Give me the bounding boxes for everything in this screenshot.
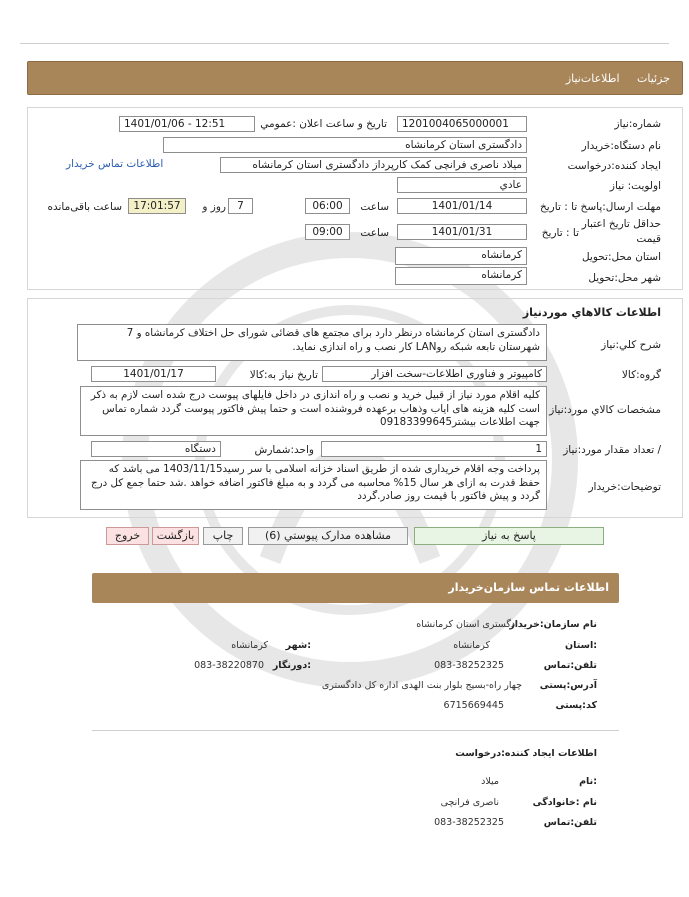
priority-label: اولویت: نیاز	[609, 180, 661, 192]
buyer-notes-label: توضيحات:خريدار	[588, 481, 661, 493]
fax-label: :دورنگار	[272, 660, 311, 671]
contact-section-header	[92, 573, 619, 603]
creator-first-name-value: میلاد	[481, 776, 499, 787]
priority-field: عادي	[397, 177, 527, 193]
quantity-label: / تعداد مقدار مورد:نياز	[563, 444, 661, 456]
days-label: روز و	[202, 201, 226, 213]
contact-province-label: :استان	[565, 640, 597, 651]
print-button[interactable]: چاپ	[203, 527, 243, 545]
page-header	[27, 61, 683, 95]
creator-label: ایجاد کننده:درخواست	[567, 160, 661, 172]
back-button[interactable]: بازگشت	[152, 527, 199, 545]
deadline-time-field: 06:00	[305, 198, 350, 214]
creator-first-name-label: :نام	[579, 776, 597, 787]
validity-to-label: تا : تاریخ	[541, 227, 579, 239]
contact-phone-label: تلفن:تماس	[543, 660, 597, 671]
deadline-date-field: 1401/01/14	[397, 198, 527, 214]
tab-need-info[interactable]: اطلاعات‌نیاز	[565, 72, 620, 85]
announce-label: تاریخ و ساعت اعلان :عمومي	[260, 118, 387, 130]
remaining-label: ساعت باقی‌مانده	[47, 201, 122, 213]
need-date-field: 1401/01/17	[91, 366, 216, 382]
buyer-org-label: نام دستگاه:خریدار	[581, 140, 661, 152]
contact-province-value: کرمانشاه	[453, 640, 490, 651]
summary-field: دادگستری استان کرمانشاه درنظر دارد برای مجتمع های قضائی شورای حل اختلاف کرمانشاه و 7 شهرستان تابعه شبکه روLAN کار نصب و راه اندازی نماید.	[77, 324, 547, 361]
contact-section-title: اطلاعات تماس سازمان‌خریدار	[448, 581, 609, 594]
validity-time-field: 09:00	[305, 224, 350, 240]
validity-time-label: ساعت	[360, 227, 389, 239]
creator-section-title: اطلاعات ایجاد کننده:درخواست	[455, 748, 597, 759]
creator-phone-label: تلفن:تماس	[543, 817, 597, 828]
deadline-time-label: ساعت	[360, 201, 389, 213]
contact-city-label: :شهر	[285, 640, 311, 651]
province-field: کرمانشاه	[395, 247, 527, 265]
quantity-field: 1	[321, 441, 547, 457]
fax-value: 083-38220870	[194, 660, 264, 671]
group-field: کامپیوتر و فناوری اطلاعات-سخت افزار	[322, 366, 547, 382]
creator-field: میلاد ناصری فرانچی کمک کارپرداز دادگستری استان کرمانشاه	[220, 157, 527, 173]
province-label: استان محل:تحویل	[581, 251, 661, 263]
postal-code-value: 6715669445	[443, 700, 504, 711]
address-value: چهار راه-بسیج بلوار بنت الهدی اداره کل دادگستری	[321, 680, 522, 691]
exit-button[interactable]: خروج	[106, 527, 149, 545]
unit-label: واحد:شمارش	[254, 444, 314, 456]
goods-section-title: اطلاعات کالاهاي موردنياز	[522, 306, 661, 319]
need-number-label: شماره:نیاز	[614, 118, 661, 130]
tab-details[interactable]: جزئیات	[637, 72, 670, 85]
contact-divider	[92, 730, 619, 731]
city-field: کرمانشاه	[395, 267, 527, 285]
unit-field: دستگاه	[91, 441, 221, 457]
buyer-org-field: دادگستری استان کرمانشاه	[163, 137, 527, 153]
attachments-button[interactable]: مشاهده مدارک پیوستي (6)	[248, 527, 408, 545]
group-label: گروه:کالا	[621, 369, 661, 381]
specs-field: کلیه اقلام مورد نیاز از قبیل خرید و نصب و راه اندازی در داخل فایلهای پیوست درج شده است لازم به ذکر است کلیه هزینه های ایاب وذهاب برعهده فروشنده است و حتما پیش فاکتور پیوست گردد شماره تماس جهت اطلاعات بیشتر09183399645	[80, 386, 547, 436]
deadline-label: مهلت ارسال:پاسخ تا : تاریخ	[539, 201, 661, 213]
buyer-contact-link[interactable]: اطلاعات تماس خریدار	[66, 158, 164, 170]
validity-label-2: قیمت	[636, 233, 661, 245]
specs-label: مشخصات کالاي مورد:نياز	[549, 404, 661, 416]
postal-code-label: کد:پستی	[555, 700, 597, 711]
city-label: شهر محل:تحویل	[588, 272, 661, 284]
days-field: 7	[228, 198, 253, 214]
address-label: آدرس:پستی	[539, 680, 597, 691]
org-name-value: دادگستری استان کرمانشاه	[416, 619, 522, 630]
need-number-field: 1201004065000001	[397, 116, 527, 132]
org-name-label: نام سازمان:خریدار	[509, 619, 597, 630]
remaining-time-field: 17:01:57	[128, 198, 186, 214]
buyer-notes-field: پرداخت وجه اقلام خریداری شده از طریق اسناد خزانه اسلامی با سر رسید1403/11/15 می باشد که حفظ قدرت به ازای هر سال 15% محاسبه می گردد و به مبلغ فاکتور اضافه خواهد .شد حتما جمع کل درج گردد و پیش فاکتور با قیمت روز صادر.گردد	[80, 460, 547, 510]
reply-button[interactable]: پاسخ به نياز	[414, 527, 604, 545]
summary-label: شرح کلي:نياز	[601, 339, 661, 351]
top-divider	[20, 43, 669, 44]
creator-last-name-value: ناصری فرانچی	[440, 797, 499, 808]
need-date-label: تاريخ نياز به:کالا	[249, 369, 318, 381]
contact-city-value: کرمانشاه	[231, 640, 268, 651]
validity-date-field: 1401/01/31	[397, 224, 527, 240]
announce-field: 1401/01/06 - 12:51	[119, 116, 255, 132]
creator-phone-value: 083-38252325	[434, 817, 504, 828]
contact-phone-value: 083-38252325	[434, 660, 504, 671]
validity-label-1: حداقل تاریخ اعتبار	[581, 218, 661, 230]
creator-last-name-label: نام :خانوادگی	[532, 797, 597, 808]
